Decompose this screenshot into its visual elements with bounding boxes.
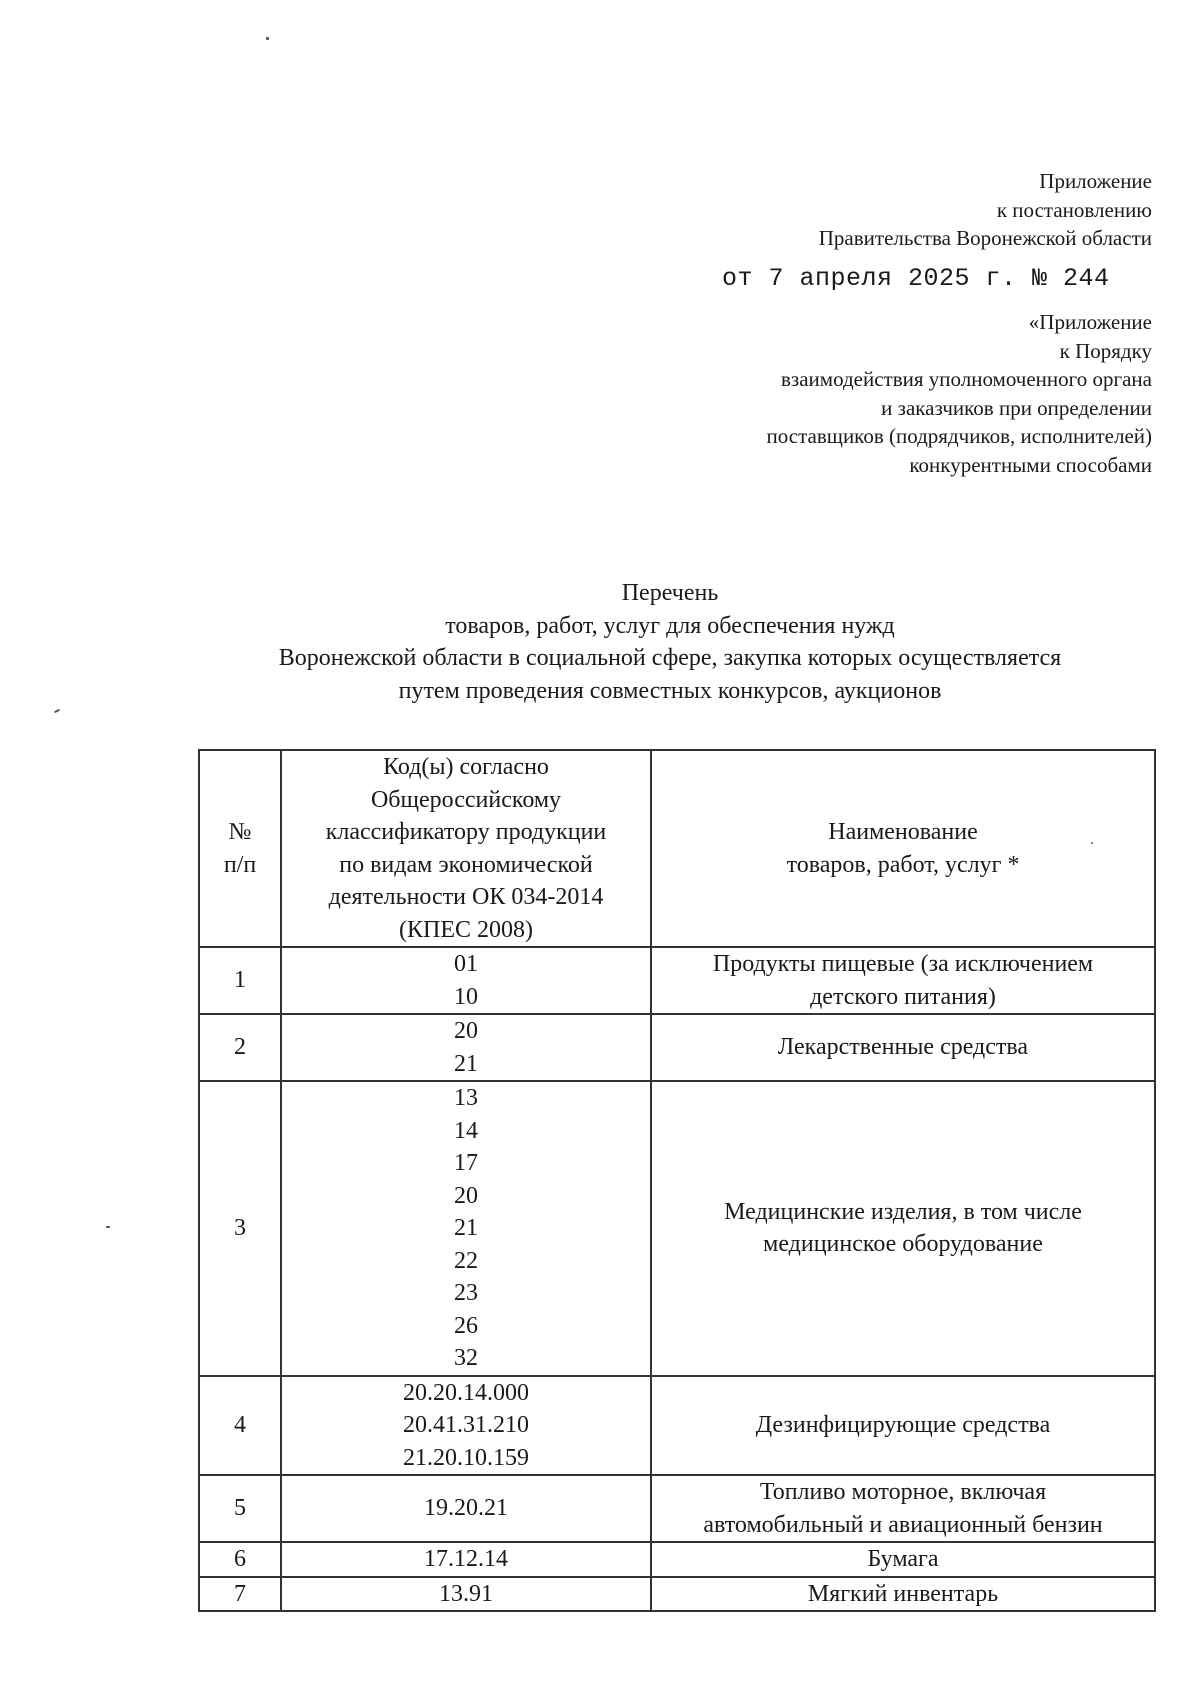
header-num — [199, 750, 281, 947]
name-line: Топливо моторное, включая — [759, 1479, 1047, 1505]
code-value: 17 — [454, 1150, 478, 1176]
header-text-line: классификатору продукции — [325, 819, 607, 845]
appendix-line: и заказчиков при определении — [881, 395, 1152, 420]
title-line: путем проведения совместных конкурсов, аукционов — [398, 677, 942, 704]
code-value: 19.20.21 — [424, 1495, 508, 1522]
name-line: автомобильный и авиационный бензин — [703, 1511, 1103, 1538]
name-line: Продукты пищевые (за исключением — [712, 951, 1094, 977]
row-name — [651, 1542, 1155, 1577]
header-line: Правительства Воронежской области — [818, 226, 1152, 250]
row-number: 6 — [199, 1542, 281, 1577]
header-text-line: Общероссийскому — [370, 786, 562, 813]
row-number: 4 — [199, 1376, 281, 1476]
header-text-line: по видам экономической — [339, 851, 593, 878]
table-row — [199, 1014, 1155, 1081]
name-line: Мягкий инвентарь — [807, 1580, 999, 1607]
table-body — [199, 947, 1155, 1611]
code-value: 13 — [454, 1085, 478, 1111]
code-value: 01 — [454, 951, 478, 977]
header-text-line: товаров, работ, услуг * — [786, 851, 1020, 878]
header-text-line: (КПЕС 2008) — [399, 916, 533, 943]
row-name — [651, 1081, 1155, 1376]
header-block — [819, 167, 1152, 253]
code-value: 23 — [454, 1280, 478, 1306]
code-value: 20.41.31.210 — [403, 1412, 529, 1438]
table-row — [199, 1376, 1155, 1476]
row-number: 7 — [199, 1577, 281, 1612]
header-line: к постановлению — [996, 197, 1152, 222]
code-value: 21 — [454, 1215, 478, 1241]
table-row — [199, 947, 1155, 1014]
name-line: детского питания) — [810, 983, 996, 1010]
row-number: 2 — [199, 1014, 281, 1081]
title-line: товаров, работ, услуг для обеспечения нужд — [445, 612, 895, 639]
header-text-line: деятельности ОК 034-2014 — [328, 884, 604, 910]
name-line: Бумага — [867, 1546, 939, 1572]
name-line: Медицинские изделия, в том числе — [724, 1198, 1082, 1225]
row-name — [651, 1376, 1155, 1476]
appendix-line: поставщиков (подрядчиков, исполнителей) — [766, 424, 1152, 448]
table-row — [199, 1542, 1155, 1577]
title-line: Перечень — [621, 580, 719, 606]
code-value: 14 — [454, 1117, 478, 1144]
appendix-line: к Порядку — [1059, 338, 1152, 363]
row-codes — [281, 1014, 651, 1081]
document-title — [180, 577, 1160, 707]
code-value: 13.91 — [439, 1580, 493, 1607]
code-value: 20 — [454, 1018, 478, 1044]
header-codes — [281, 750, 651, 947]
code-value: 17.12.14 — [424, 1546, 508, 1572]
name-line: Дезинфицирующие средства — [755, 1412, 1051, 1438]
appendix-line: «Приложение — [1028, 310, 1152, 334]
code-value: 20.20.14.000 — [403, 1379, 529, 1406]
name-line: Лекарственные средства — [777, 1034, 1029, 1061]
row-codes — [281, 1475, 651, 1542]
code-value: 10 — [454, 983, 478, 1010]
title-line: Воронежской области в социальной сфере, закупка которых осуществляется — [278, 645, 1062, 671]
appendix-line: взаимодействия уполномоченного органа — [781, 367, 1152, 391]
code-value: 32 — [454, 1345, 478, 1371]
row-codes — [281, 1081, 651, 1376]
table-row — [199, 1475, 1155, 1542]
appendix-block — [767, 308, 1152, 479]
code-value: 26 — [454, 1312, 478, 1339]
table-row — [199, 1577, 1155, 1612]
row-number: 3 — [199, 1081, 281, 1376]
header-text-line: № — [228, 819, 252, 845]
decree-stamp: от 7 апреля 2025 г. № 244 — [722, 264, 1110, 293]
header-text-line: Наименование — [828, 819, 978, 845]
row-name — [651, 1014, 1155, 1081]
header-text-line: п/п — [223, 851, 257, 878]
table-row — [199, 1081, 1155, 1376]
row-name — [651, 947, 1155, 1014]
scan-speck — [266, 37, 269, 40]
table-header-row — [199, 750, 1155, 947]
code-value: 21.20.10.159 — [403, 1444, 529, 1471]
scan-speck — [106, 1226, 110, 1228]
row-codes — [281, 947, 651, 1014]
goods-table — [198, 749, 1156, 1612]
row-number: 5 — [199, 1475, 281, 1542]
header-text-line: Код(ы) согласно — [383, 754, 549, 780]
row-number: 1 — [199, 947, 281, 1014]
row-name — [651, 1577, 1155, 1612]
scan-speck — [54, 709, 60, 713]
appendix-line: конкурентными способами — [909, 452, 1152, 477]
name-line: медицинское оборудование — [763, 1231, 1043, 1258]
code-value: 21 — [454, 1050, 478, 1077]
code-value: 22 — [454, 1247, 478, 1274]
header-line: Приложение — [1039, 169, 1152, 193]
row-codes — [281, 1577, 651, 1612]
row-codes — [281, 1376, 651, 1476]
row-name — [651, 1475, 1155, 1542]
row-codes — [281, 1542, 651, 1577]
header-name — [651, 750, 1155, 947]
code-value: 20 — [454, 1182, 478, 1209]
